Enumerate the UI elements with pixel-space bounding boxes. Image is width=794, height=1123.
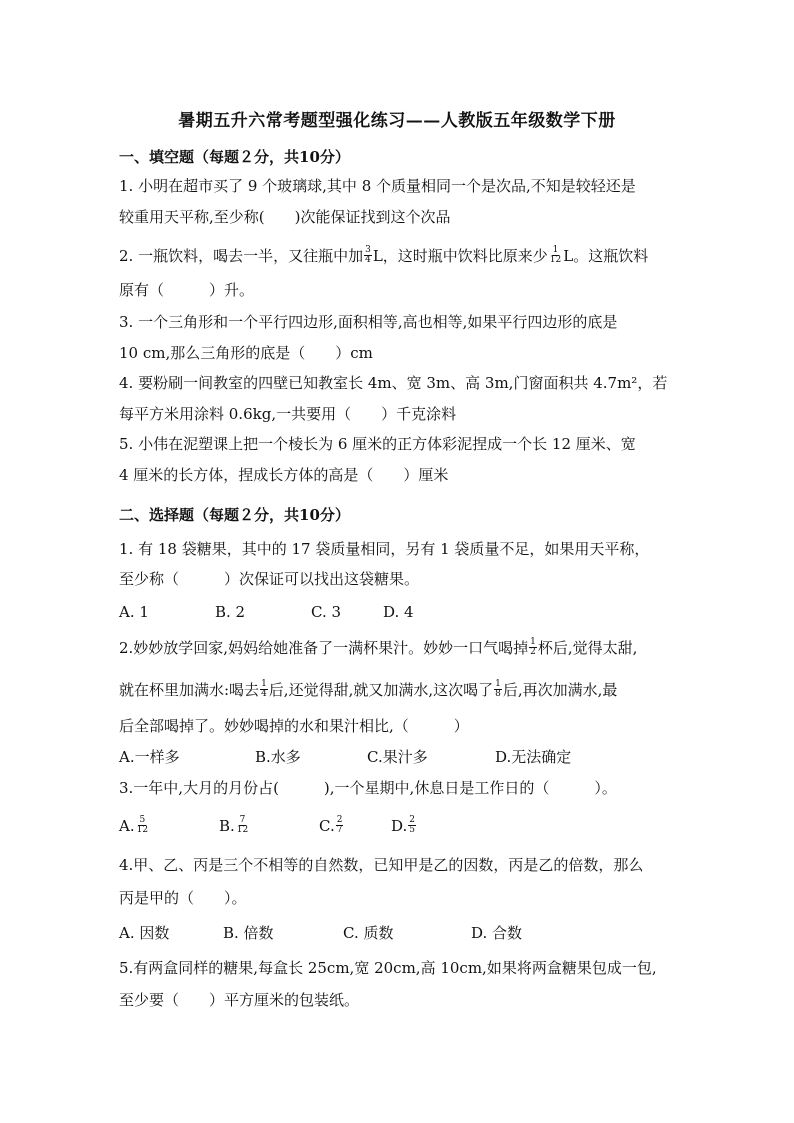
- fill-q5-line1: 5. 小伟在泥塑课上把一个棱长为 6 厘米的正方体彩泥捏成一个长 12 厘米、宽: [119, 435, 636, 453]
- fraction-1-2: $\frac{1}{2}$: [530, 636, 536, 657]
- choice-q1-option-d: D. 4: [383, 603, 414, 621]
- choice-q4-option-b: B. 倍数: [223, 924, 274, 942]
- fraction-1-4: $\frac{1}{4}$: [261, 678, 267, 699]
- choice-q1-option-a: A. 1: [119, 603, 149, 621]
- choice-q2-text-d: 后,还觉得甜,就又加满水,这次喝了: [268, 681, 494, 699]
- choice-q2-line1: [119, 638, 637, 659]
- choice-q1-line1: 1. 有 18 袋糖果，其中的 17 袋质量相同，另有 1 袋质量不足，如果用天平称，: [119, 540, 650, 558]
- fraction-7-12: $\frac{7}{12}$: [236, 814, 249, 835]
- fraction-1-12: $\frac{1}{12}$: [549, 244, 562, 265]
- choice-q4-option-c: C. 质数: [343, 924, 394, 942]
- choice-q2-text-c: 就在杯里加满水:喝去: [119, 681, 260, 699]
- fraction-5-12: $\frac{5}{12}$: [136, 814, 149, 835]
- choice-q4-option-a: A. 因数: [119, 924, 170, 942]
- choice-q1-option-c: C. 3: [311, 603, 342, 621]
- fill-q2-line1: [119, 246, 648, 267]
- fill-q5-line2: 4 厘米的长方体，捏成长方体的高是（ ）厘米: [119, 466, 449, 484]
- fill-q3-line2: 10 cm,那么三角形的底是（ ）cm: [119, 344, 373, 362]
- choice-q5-line1: 5.有两盒同样的糖果,每盒长 25cm,宽 20cm,高 10cm,如果将两盒糖果包成一包,: [119, 959, 657, 977]
- choice-q2-text-a: 2.妙妙放学回家,妈妈给她准备了一满杯果汁。妙妙一口气喝掉: [119, 639, 529, 657]
- choice-q4-line2: 丙是甲的（ ）。: [119, 889, 247, 907]
- fill-q2-text-b: L，这时瓶中饮料比原来少: [372, 247, 548, 265]
- choice-q2-text-e: 后,再次加满水,最: [502, 681, 618, 699]
- fill-q2-text-a: 2. 一瓶饮料，喝去一半，又往瓶中加: [119, 247, 364, 265]
- choice-q3-option-b: B. $\frac{7}{12}$: [219, 814, 249, 835]
- choice-q4-line1: 4.甲、乙、丙是三个不相等的自然数，已知甲是乙的因数，丙是乙的倍数，那么: [119, 856, 644, 874]
- fill-q1-line1: 1. 小明在超市买了 9 个玻璃球,其中 8 个质量相同一个是次品,不知是较轻还是: [119, 177, 636, 195]
- choice-q3-line1: 3.一年中,大月的月份占( ),一个星期中,休息日是工作日的（ ）。: [119, 779, 617, 797]
- choice-q2-option-c: C.果汁多: [367, 748, 428, 766]
- fraction-2-5: $\frac{2}{5}$: [409, 814, 415, 835]
- fill-q1-line2: 较重用天平称,至少称( )次能保证找到这个次品: [119, 208, 451, 226]
- section-choice-heading: 二、选择题（每题２分，共10分）: [119, 506, 350, 524]
- choice-q1-line2: 至少称（ ）次保证可以找出这袋糖果。: [119, 570, 420, 588]
- choice-q3-option-c: C. $\frac{2}{7}$: [319, 814, 343, 835]
- section-fill-in-heading: 一、填空题（每题２分，共10分）: [119, 148, 350, 166]
- choice-q5-line2: 至少要（ ）平方厘米的包装纸。: [119, 991, 360, 1009]
- choice-q2-line3: 后全部喝掉了。妙妙喝掉的水和果汁相比,（ ）: [119, 717, 469, 735]
- choice-q2-line2: [119, 680, 617, 701]
- fill-q3-line1: 3. 一个三角形和一个平行四边形,面积相等,高也相等,如果平行四边形的底是: [119, 313, 618, 331]
- fill-q2-text-c: L。这瓶饮料: [563, 247, 649, 265]
- fraction-1-8: $\frac{1}{8}$: [495, 678, 501, 699]
- choice-q3-option-a: A. $\frac{5}{12}$: [119, 814, 149, 835]
- choice-q2-option-b: B.水多: [255, 748, 301, 766]
- choice-q3-option-d: D. $\frac{2}{5}$: [391, 814, 415, 835]
- choice-q4-option-d: D. 合数: [471, 924, 523, 942]
- choice-q1-option-b: B. 2: [215, 603, 246, 621]
- choice-q2-option-a: A.一样多: [119, 748, 180, 766]
- choice-q2-text-b: 杯后,觉得太甜,: [537, 639, 638, 657]
- choice-q2-option-d: D.无法确定: [495, 748, 572, 766]
- page-title: 暑期五升六常考题型强化练习——人教版五年级数学下册: [178, 111, 616, 131]
- fraction-2-7: $\frac{2}{7}$: [336, 814, 343, 835]
- fill-q4-line2: 每平方米用涂料 0.6kg,一共要用（ ）千克涂料: [119, 405, 457, 423]
- fill-q2-line2: 原有（ ）升。: [119, 281, 255, 299]
- fraction-3-4: $\frac{3}{4}$: [365, 244, 371, 265]
- fill-q4-line1: 4. 要粉刷一间教室的四壁已知教室长 4m、宽 3m、高 3m,门窗面积共 4.7m²，若: [119, 374, 668, 392]
